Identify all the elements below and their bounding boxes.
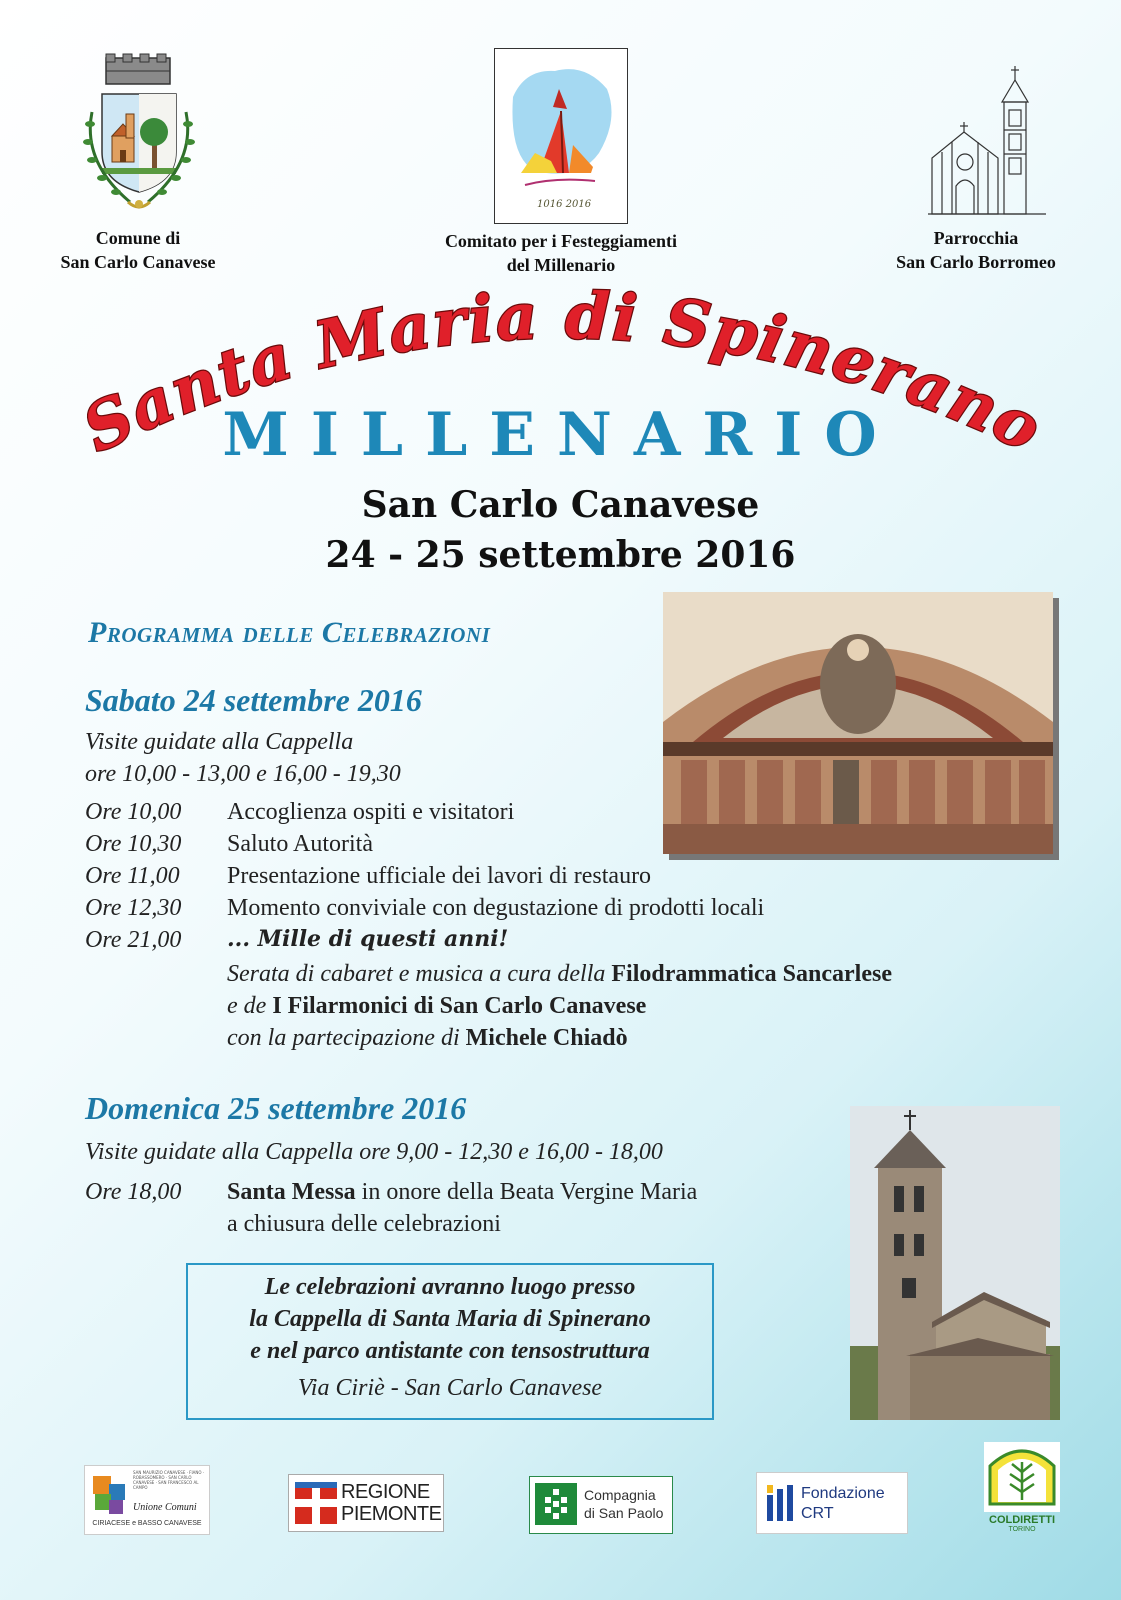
committee-label-line1: Comitato per i Festeggiamenti (444, 231, 678, 251)
sponsor-coldiretti (984, 1442, 1060, 1534)
evening-line1-bold: Filodrammatica Sancarlese (611, 961, 892, 987)
regione-piemonte-shield-icon (295, 1482, 337, 1524)
sunday-heading: Domenica 25 settembre 2016 (85, 1090, 467, 1126)
evening-line2 (227, 993, 646, 1020)
coldiretti-sublabel: TORINO (1008, 1526, 1036, 1533)
parish-label (866, 226, 1086, 274)
parish-church-sketch (926, 62, 1048, 220)
event-location: San Carlo Canavese (361, 484, 760, 526)
committee-label-line2: del Millenario (506, 255, 616, 275)
evening-line1 (227, 961, 892, 988)
event-description: Momento conviviale con degustazione di prodotti locali (227, 895, 765, 921)
crt-label-2: CRT (801, 1505, 834, 1522)
san-paolo-label-1: Compagnia (584, 1487, 656, 1503)
event-description: Presentazione ufficiale dei lavori di restauro (227, 863, 652, 889)
sponsor-unione-comuni (84, 1465, 210, 1535)
unione-comuni-logo-icon (89, 1472, 129, 1522)
sunday-visits: Visite guidate alla Cappella ore 9,00 - 12,30 e 16,00 - 18,00 (85, 1139, 663, 1165)
municipality-label (40, 226, 236, 274)
saturday-heading: Sabato 24 settembre 2016 (85, 682, 422, 718)
event-description: Accoglienza ospiti e visitatori (227, 799, 515, 825)
saturday-visits-line2: ore 10,00 - 13,00 e 16,00 - 19,30 (85, 761, 401, 787)
municipality-label-line2: San Carlo Canavese (60, 252, 216, 272)
sunday-event-time: Ore 18,00 (85, 1179, 182, 1205)
evening-line2-text: e de (227, 993, 273, 1019)
sunday-mass-line2: a chiusura delle celebrazioni (227, 1211, 501, 1237)
event-time: Ore 10,30 (85, 831, 182, 857)
programme-heading: Programma delle Celebrazioni (88, 616, 491, 649)
unione-comuni-area: CIRIACESE e BASSO CANAVESE (92, 1520, 202, 1527)
sponsor-compagnia-san-paolo (529, 1476, 673, 1534)
municipality-label-line1: Comune di (95, 228, 181, 248)
event-title: Santa Maria di Spinerano (72, 288, 1054, 468)
coldiretti-logo-icon (984, 1442, 1060, 1512)
apse-fresco-photo (663, 592, 1053, 854)
evening-line3 (227, 1025, 628, 1052)
event-description: Saluto Autorità (227, 831, 373, 857)
parish-label-line1: Parrocchia (933, 228, 1019, 248)
parish-label-line2: San Carlo Borromeo (896, 252, 1056, 272)
venue-notice-box (186, 1263, 714, 1420)
event-time: Ore 21,00 (85, 927, 182, 953)
event-time: Ore 11,00 (85, 863, 180, 889)
event-dates: 24 - 25 settembre 2016 (325, 534, 796, 576)
event-time: Ore 10,00 (85, 799, 182, 825)
sponsor-regione-piemonte (288, 1474, 444, 1532)
event-time: Ore 12,30 (85, 895, 182, 921)
committee-logo-text: 1016 2016 (537, 199, 592, 210)
regione-label-2: PIEMONTE (341, 1503, 442, 1525)
sunday-mass-line1 (227, 1179, 697, 1206)
venue-address: Via Ciriè - San Carlo Canavese (297, 1375, 603, 1401)
coldiretti-label: COLDIRETTI (989, 1514, 1055, 1526)
municipality-coat-of-arms (78, 52, 200, 217)
evening-line3-text: con la partecipazione di (227, 1025, 466, 1051)
fondazione-crt-logo-icon (767, 1485, 797, 1521)
san-paolo-label-2: di San Paolo (584, 1505, 664, 1521)
evening-line1-text: Serata di cabaret e musica a cura della (227, 961, 612, 987)
bell-tower-photo (850, 1106, 1060, 1420)
sponsor-fondazione-crt (756, 1472, 908, 1534)
san-paolo-logo-icon (535, 1483, 577, 1525)
committee-logo (494, 48, 628, 224)
committee-label (416, 229, 706, 277)
unione-comuni-name: Unione Comuni (133, 1502, 197, 1513)
venue-notice-line3: e nel parco antistante con tensostruttura (250, 1338, 650, 1364)
regione-label-1: REGIONE (341, 1481, 430, 1503)
holy-mass-label: Santa Messa (227, 1179, 356, 1205)
saturday-visits-line1: Visite guidate alla Cappella (85, 729, 354, 755)
millenario-subtitle: MILLENARIO (222, 400, 899, 470)
holy-mass-text: in onore della Beata Vergine Maria (355, 1179, 698, 1205)
venue-notice-line1: Le celebrazioni avranno luogo presso (264, 1274, 636, 1300)
crt-label-1: Fondazione (801, 1485, 885, 1502)
venue-notice-line2: la Cappella di Santa Maria di Spinerano (249, 1306, 651, 1332)
evening-line2-bold: I Filarmonici di San Carlo Canavese (272, 993, 647, 1019)
unione-comuni-small-text: SAN MAURIZIO CANAVESE · FIANO · ROBASSOMERO · SAN CARLO CANAVESE · SAN FRANCESCO AL CAMPO (133, 1470, 205, 1490)
evening-line3-bold: Michele Chiadò (465, 1025, 628, 1051)
event-description: ... Mille di questi anni! (227, 926, 509, 952)
